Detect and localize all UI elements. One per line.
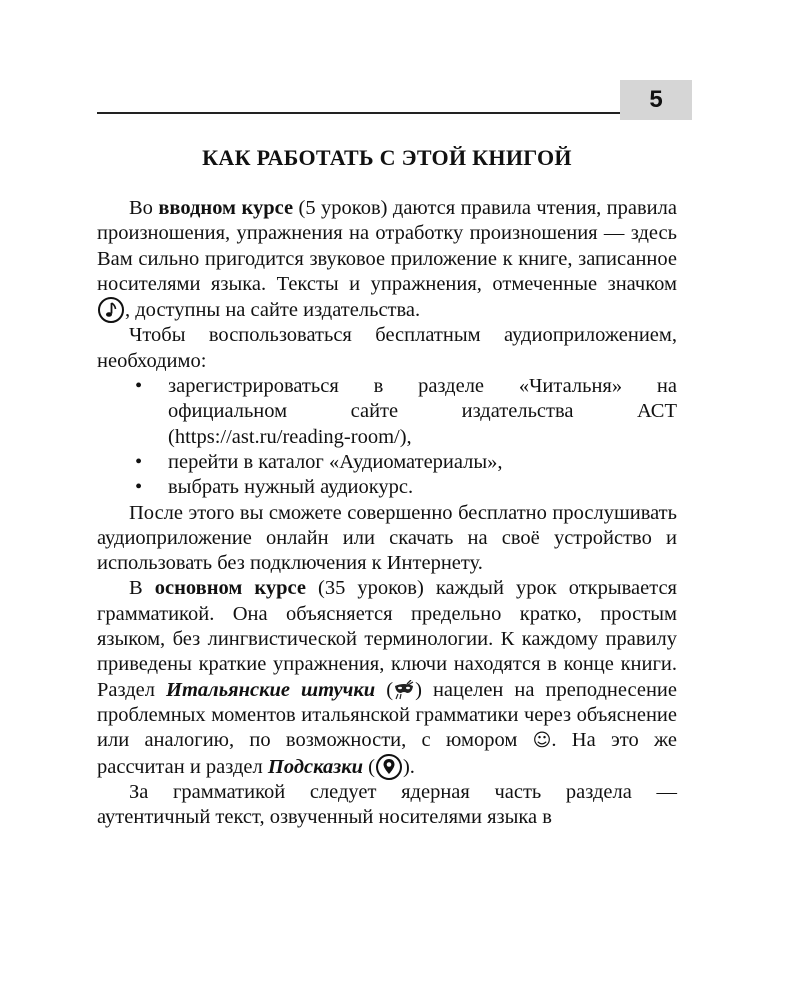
- smiley-icon: ☺: [532, 730, 552, 752]
- paragraph-intro-course: Во вводном курсе (5 уроков) даются правила чтения, правила произношения, упражнения на отработку произношения — здесь Вам сильно пригодится звуковое приложение к книге, записанное носителями языка. Тексты и упражнения, отмеченные значком , доступны на сайте издательства.: [97, 197, 677, 322]
- location-pin-icon: [376, 754, 402, 780]
- list-item: • зарегистрироваться в разделе «Читальня» на официальном сайте издательства АСТ (https://ast.ru/reading-room/),: [135, 375, 677, 448]
- header-rule: [97, 112, 624, 114]
- page-title: КАК РАБОТАТЬ С ЭТОЙ КНИГОЙ: [202, 145, 572, 170]
- page-number: 5: [620, 80, 692, 120]
- paragraph-after: После этого вы сможете совершенно бесплатно прослушивать аудиоприложение онлайн или скачать на своё устройство и использовать без подключения к Интернету.: [97, 501, 677, 575]
- body-text: [97, 196, 677, 830]
- list-item: • перейти в каталог «Аудиоматериалы»,: [135, 450, 503, 473]
- steps-list: [97, 374, 677, 500]
- music-note-icon: [98, 297, 124, 323]
- paragraph-main-course: В основном курсе (35 уроков) каждый урок открывается грамматикой. Она объясняется предельно кратко, простым языком, без лингвистической терминологии. К каждому правилу приведены краткие упражнения, ключи находятся в конце книги. Раздел Итальянские штучки ( ) нацелен на преподнесение проблемных моментов итальянской грамматики через объяснение или аналогию, по возможности, с юмором ☺. На это же рассчитан и раздел Подсказки ( ).: [97, 577, 677, 778]
- paragraph-audio-instructions: Чтобы воспользоваться бесплатным аудиоприложением, необходимо:: [97, 324, 677, 372]
- list-item: • выбрать нужный аудиокурс.: [135, 476, 414, 499]
- carnival-mask-icon: [393, 680, 415, 700]
- paragraph-grammar-text: За грамматикой следует ядерная часть раздела — аутентичный текст, озвученный носителями языка в: [97, 780, 677, 829]
